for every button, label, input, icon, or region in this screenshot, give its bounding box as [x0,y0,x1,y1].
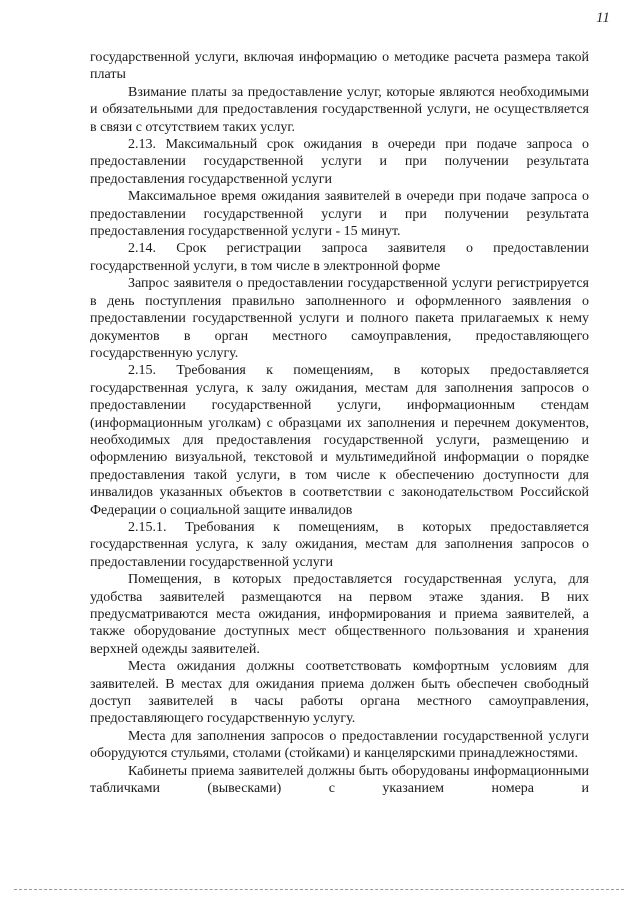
paragraph-waiting-areas: Места ожидания должны соответствовать комфортным условиям для заявителей. В местах для ожидания приема должен быть обеспечен свободный доступ заявителей в часы работы органа местного самоуправления, предоставляющего государственную услугу. [90,659,589,727]
paragraph-fee-not-charged: Взимание платы за предоставление услуг, которые являются необходимыми и обязательными для предоставления государственной услуги, не осуществляется в связи с отсутствием таких услуг. [90,84,589,135]
section-2-15-1-heading: 2.15.1. Требования к помещениям, в которых предоставляется государственная услуга, к залу ожидания, местам для заполнения запросов о предоставлении государственной услуги [90,519,589,570]
section-2-13-heading: 2.13. Максимальный срок ожидания в очереди при подаче запроса о предоставлении государственной услуги и при получении результата предоставления государственной услуги [90,137,589,187]
scan-edge-divider [14,889,624,890]
paragraph-fee-method-continued: государственной услуги, включая информацию о методике расчета размера такой платы [90,50,589,83]
paragraph-premises-location: Помещения, в которых предоставляется государственная услуга, для удобства заявителей размещаются на первом этаже здания. В них предусматриваются места ожидания, информирования и приема заявителей, а также оборудование доступных мест общественного пользования и хранения верхней одежды заявителей. [90,572,589,657]
page-number: 11 [596,10,610,26]
paragraph-max-wait-time: Максимальное время ожидания заявителей в очереди при подаче запроса о предоставлении государственной услуги и при получении результата предоставления государственной услуги - 15 минут. [90,189,589,240]
paragraph-reception-offices: Кабинеты приема заявителей должны быть оборудованы информационными табличками (вывесками) с указанием номера и [90,763,589,797]
section-2-15-heading: 2.15. Требования к помещениям, в которых предоставляется государственная услуга, к залу ожидания, местам для заполнения запросов о предоставлении государственной услуги, информационным стендам (информационным уголкам) с образцами их заполнения и перечнем документов, необходимых для предоставления государственной услуги, размещению и оформлению визуальной, текстовой и мультимедийной информации о порядке предоставления такой услуги, в том числе к обеспечению доступности для инвалидов указанных объектов в соответствии с законодательством Российской Федерации о социальной защите инвалидов [90,363,589,518]
section-2-14-heading: 2.14. Срок регистрации запроса заявителя о предоставлении государственной услуги, в том числе в электронной форме [90,241,589,274]
document-body [90,49,589,797]
paragraph-request-registration: Запрос заявителя о предоставлении государственной услуги регистрируется в день поступления правильно заполненного и оформленного заявления о предоставлении государственной услуги и полного пакета прилагаемых к нему документов в орган местного самоуправления, предоставляющего государственную услугу. [90,276,589,361]
paragraph-form-filling-areas: Места для заполнения запросов о предоставлении государственной услуги оборудуются стульями, столами (стойками) и канцелярскими принадлежностями. [90,728,589,762]
